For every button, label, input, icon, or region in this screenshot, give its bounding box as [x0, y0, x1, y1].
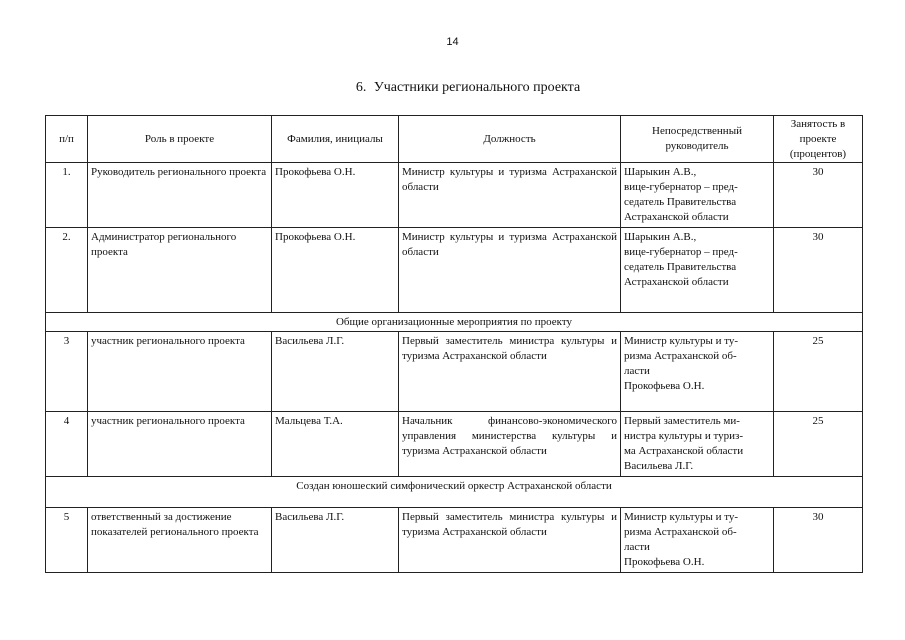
- row-position: Начальник финансово-экономического управления министерства культуры и туризма Астраханской области: [399, 412, 621, 477]
- participants-table: [45, 115, 863, 573]
- row-busy: 25: [774, 332, 863, 412]
- row-num: 1.: [46, 163, 88, 228]
- head-line: ма Астраханской области: [624, 445, 744, 457]
- table-header-row: [46, 116, 863, 163]
- head-line: Прокофьева О.Н.: [624, 380, 705, 392]
- head-line: ласти: [624, 365, 650, 377]
- row-head: [621, 508, 774, 573]
- row-name: Прокофьева О.Н.: [272, 228, 399, 313]
- header-role: Роль в проекте: [88, 116, 272, 163]
- head-line: Астраханской области: [624, 211, 729, 223]
- row-role: участник регионального проекта: [88, 332, 272, 412]
- row-num: 3: [46, 332, 88, 412]
- row-role: Руководитель регионального проекта: [88, 163, 272, 228]
- row-role: Администратор регионального проекта: [88, 228, 272, 313]
- head-line: ризма Астраханской об-: [624, 526, 737, 538]
- head-line: Первый заместитель ми-: [624, 415, 740, 427]
- row-head: [621, 412, 774, 477]
- head-line: Шарыкин А.В.,: [624, 166, 697, 178]
- table-row: [46, 163, 863, 228]
- row-name: Васильева Л.Г.: [272, 508, 399, 573]
- row-busy: 30: [774, 163, 863, 228]
- section-row: [46, 477, 863, 508]
- row-busy: 30: [774, 508, 863, 573]
- table-row: [46, 228, 863, 313]
- section-heading: Создан юношеский симфонический оркестр Астраханской области: [46, 477, 863, 508]
- row-position: Министр культуры и туризма Астраханской области: [399, 228, 621, 313]
- head-line: вице-губернатор – пред-: [624, 181, 738, 193]
- row-name: Мальцева Т.А.: [272, 412, 399, 477]
- section-number: 6.: [355, 80, 367, 95]
- section-row: [46, 313, 863, 332]
- section-heading: Общие организационные мероприятия по проекту: [46, 313, 863, 332]
- head-line: седатель Правительства: [624, 196, 737, 208]
- row-position: Первый заместитель министра культуры и туризма Астраханской области: [399, 508, 621, 573]
- row-name: Прокофьева О.Н.: [272, 163, 399, 228]
- head-line: Васильева Л.Г.: [624, 460, 694, 472]
- row-busy: 30: [774, 228, 863, 313]
- header-name: Фамилия, инициалы: [272, 116, 399, 163]
- row-num: 4: [46, 412, 88, 477]
- head-line: Астраханской области: [624, 276, 729, 288]
- row-num: 2.: [46, 228, 88, 313]
- head-line: седатель Правительства: [624, 261, 737, 273]
- row-position: Первый заместитель министра культуры и туризма Астраханской области: [399, 332, 621, 412]
- row-role: ответственный за достижение показателей регионального проекта: [88, 508, 272, 573]
- section-title: [0, 80, 905, 96]
- row-busy: 25: [774, 412, 863, 477]
- header-position: Должность: [399, 116, 621, 163]
- header-num: п/п: [46, 116, 88, 163]
- row-num: 5: [46, 508, 88, 573]
- head-line: Шарыкин А.В.,: [624, 231, 697, 243]
- head-line: Прокофьева О.Н.: [624, 556, 705, 568]
- row-head: [621, 163, 774, 228]
- head-line: вице-губернатор – пред-: [624, 246, 738, 258]
- table-row: [46, 332, 863, 412]
- head-line: ласти: [624, 541, 650, 553]
- row-name: Васильева Л.Г.: [272, 332, 399, 412]
- table-row: [46, 508, 863, 573]
- row-head: [621, 332, 774, 412]
- header-busy: Занятость в проекте (процентов): [774, 116, 863, 163]
- head-line: Министр культуры и ту-: [624, 511, 739, 523]
- header-head: Непосредственный руководитель: [621, 116, 774, 163]
- row-position: Министр культуры и туризма Астраханской области: [399, 163, 621, 228]
- row-head: [621, 228, 774, 313]
- section-title-text: Участники регионального проекта: [373, 80, 581, 95]
- head-line: ризма Астраханской об-: [624, 350, 737, 362]
- head-line: Министр культуры и ту-: [624, 335, 739, 347]
- head-line: нистра культуры и туриз-: [624, 430, 744, 442]
- page-number: 14: [446, 36, 459, 48]
- table-row: [46, 412, 863, 477]
- row-role: участник регионального проекта: [88, 412, 272, 477]
